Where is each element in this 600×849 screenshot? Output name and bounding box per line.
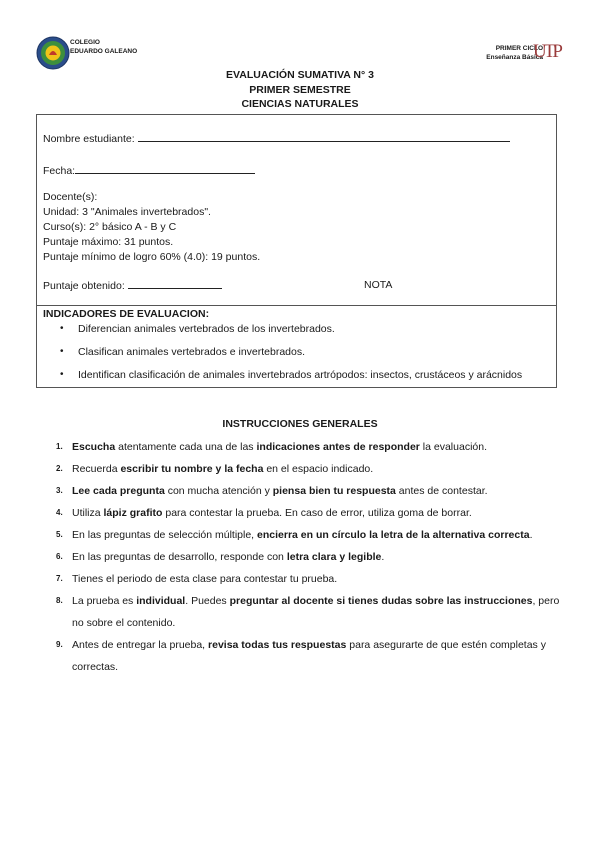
instruction-text: . Puedes — [185, 595, 230, 607]
instruction-text: en el espacio indicado. — [263, 463, 374, 475]
instruction-text: Recuerda — [72, 463, 121, 475]
instruction-item — [56, 546, 566, 568]
instructions-list — [56, 436, 566, 678]
instruction-item — [56, 524, 566, 546]
indicator-item: • Diferencian animales vertebrados de los invertebrados. — [60, 322, 522, 345]
indicators-title: INDICADORES DE EVALUACION: — [43, 308, 210, 320]
nota-label: NOTA — [364, 279, 393, 291]
instruction-text: atentamente cada una de las — [115, 441, 257, 453]
instruction-text: , pero no sobre el contenido. — [72, 595, 560, 629]
score-label: Puntaje obtenido: — [43, 280, 125, 292]
score-line[interactable] — [128, 278, 222, 289]
instruction-number: 2. — [56, 464, 63, 473]
instruction-text: la evaluación. — [419, 441, 488, 453]
instruction-text: Tienes el periodo de esta clase para contestar tu prueba. — [72, 573, 338, 585]
indicator-item: • Identifican clasificación de animales invertebrados artrópodos: insectos, crustáceos y arácnidos — [60, 368, 522, 391]
score-field[interactable] — [43, 278, 222, 293]
instructions-title: INSTRUCCIONES GENERALES — [222, 418, 378, 430]
instruction-number: 9. — [56, 640, 63, 649]
instruction-text: . — [529, 529, 533, 541]
indicator-item: • Clasifican animales vertebrados e invertebrados. — [60, 345, 522, 368]
instruction-bold-text: lápiz grafito — [103, 507, 163, 519]
instruction-text: En las preguntas de selección múltiple, — [72, 529, 258, 541]
instruction-bold-text: letra clara y legible — [286, 551, 382, 563]
school-logo — [36, 36, 70, 70]
school-line-1: COLEGIO — [70, 39, 100, 46]
min-score-text: Puntaje mínimo de logro 60% (4.0): 19 puntos. — [43, 251, 261, 263]
date-line[interactable] — [75, 163, 255, 174]
instruction-bold-text: piensa bien tu respuesta — [272, 485, 396, 497]
instruction-bold-text: escribir tu nombre y la fecha — [120, 463, 264, 475]
semester-title: PRIMER SEMESTRE — [249, 83, 351, 96]
instruction-item — [56, 568, 566, 590]
instruction-text: para contestar la prueba. En caso de error, utiliza goma de borrar. — [162, 507, 472, 519]
instruction-number: 4. — [56, 508, 63, 517]
cycle-line-2: Enseñanza Básica — [486, 54, 543, 61]
instruction-item — [56, 480, 566, 502]
instruction-number: 1. — [56, 442, 63, 451]
indicators-list — [60, 322, 522, 391]
exam-title-block — [0, 68, 600, 112]
instruction-item — [56, 458, 566, 480]
cycle-line-1: PRIMER CICLO — [495, 45, 543, 52]
instruction-bold-text: preguntar al docente si tienes dudas sobre las instrucciones — [229, 595, 533, 607]
date-label: Fecha: — [43, 165, 76, 177]
instruction-bold-text: indicaciones antes de responder — [256, 441, 420, 453]
instruction-text: para asegurarte de que estén completas y correctas. — [72, 639, 546, 673]
school-name — [70, 38, 137, 56]
student-name-line[interactable] — [138, 131, 510, 142]
teacher-label: Docente(s): — [43, 191, 98, 203]
instruction-bold-text: Escucha — [72, 441, 116, 453]
school-line-2: EDUARDO GALEANO — [70, 48, 138, 55]
exam-title: EVALUACIÓN SUMATIVA N° 3 — [226, 69, 374, 81]
instruction-text: antes de contestar. — [395, 485, 488, 497]
instruction-item — [56, 436, 566, 458]
instruction-text: La prueba es — [72, 595, 137, 607]
instruction-number: 3. — [56, 486, 63, 495]
instruction-bold-text: revisa todas tus respuestas — [208, 639, 347, 651]
instruction-item — [56, 502, 566, 524]
instruction-bold-text: encierra en un círculo la letra de la alternativa correcta — [257, 529, 530, 541]
student-name-label: Nombre estudiante: — [43, 133, 135, 145]
course-text: Curso(s): 2° básico A - B y C — [43, 221, 177, 233]
utp-logo — [531, 38, 563, 68]
instruction-bold-text: individual — [136, 595, 186, 607]
instruction-item — [56, 590, 566, 634]
instruction-bold-text: Lee cada pregunta — [72, 485, 165, 497]
instruction-number: 5. — [56, 530, 63, 539]
student-name-field[interactable] — [43, 131, 510, 146]
subject-title: CIENCIAS NATURALES — [241, 98, 359, 110]
instruction-text: con mucha atención y — [164, 485, 273, 497]
instruction-number: 8. — [56, 596, 63, 605]
instruction-text: Utiliza — [72, 507, 104, 519]
exam-details — [43, 190, 260, 265]
utp-logo-text: UTP — [533, 41, 560, 62]
instruction-text: . — [381, 551, 385, 563]
instruction-text: Antes de entregar la prueba, — [72, 639, 209, 651]
box-divider — [36, 305, 557, 306]
max-score-text: Puntaje máximo: 31 puntos. — [43, 236, 174, 248]
date-field[interactable] — [43, 163, 255, 178]
instruction-number: 6. — [56, 552, 63, 561]
instruction-text: En las preguntas de desarrollo, responde con — [72, 551, 287, 563]
unit-text: Unidad: 3 "Animales invertebrados". — [43, 206, 211, 218]
instruction-item — [56, 634, 566, 678]
instruction-number: 7. — [56, 574, 63, 583]
